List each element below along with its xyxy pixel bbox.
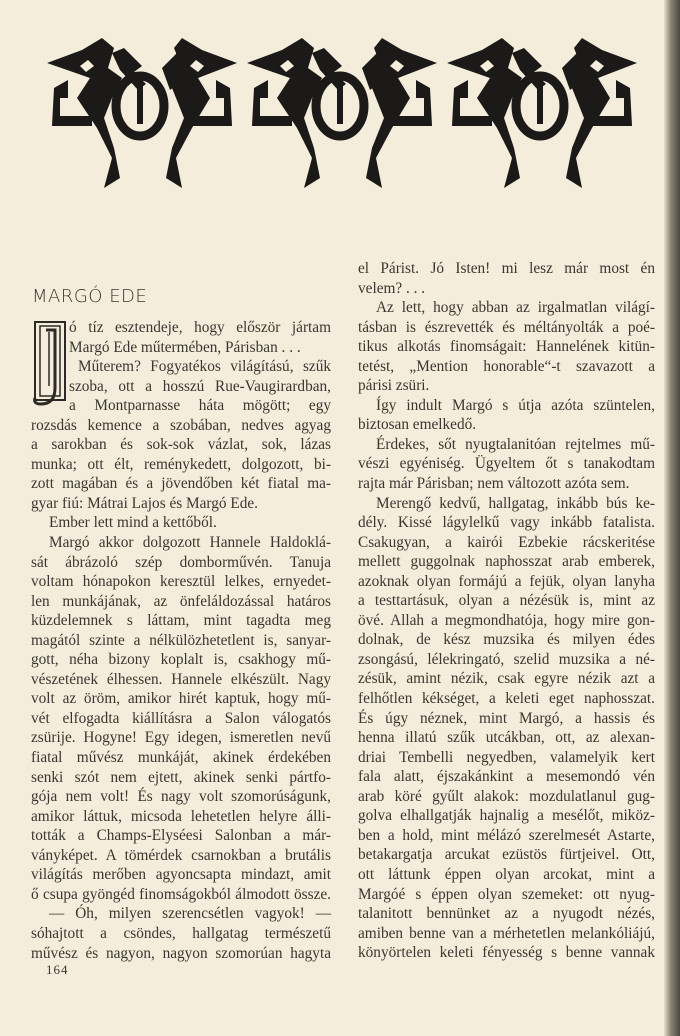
text-line: driai Tembelli negyedben, valamelyik kert: [358, 748, 655, 766]
text-line: zsürije. Hogyne! Egy idegen, ismeretlen nevű: [31, 729, 331, 747]
text-line: sát ábrázoló szép domborművén. Tanuja: [31, 553, 331, 571]
text-line: henna illatú szűk utcákban, ott, az alexan-: [358, 729, 655, 747]
text-line: — Óh, milyen szerencsétlen vagyok! —: [49, 905, 331, 923]
text-line: tották a Champs-Elyséesi Salonban a már-: [31, 827, 331, 845]
text-line: párisi zsüri.: [358, 377, 430, 395]
text-line: dély. Kissé lágylelkű vagy inkább fatalista.: [358, 514, 655, 532]
text-line: len munkájának, az önfeláldozással határos: [31, 592, 331, 610]
text-line: övé. Allah a megmondhatója, hogy mire gon-: [358, 611, 655, 629]
text-line: Így indult Margó s útja azóta szüntelen,: [376, 396, 655, 414]
text-line: magától szinte a nélkülözhetetlent is, sanyar-: [31, 631, 331, 649]
text-line: ben a hold, mint mélázó szerelmesét Astarte,: [358, 826, 655, 844]
text-line: tikus alkotás finomságait: Hannelének kitün-: [358, 338, 655, 356]
article-title: MARGÓ EDE: [32, 286, 148, 307]
text-line: biztosan emelkedő.: [358, 416, 477, 434]
text-line: amikor láttuk, micsoda lehetetlen helyre álli-: [31, 807, 331, 825]
text-line: fala alatt, éjszakánkint a mesemondó vén: [358, 768, 655, 786]
left-text-column: [31, 318, 331, 963]
text-line: a testtartásuk, olyan a nézésük is, mint az: [358, 592, 655, 610]
text-line: golva elhallgatják hajnalig a mesélőt, miköz-: [358, 807, 655, 825]
text-line: dolnak, de kész muzsika és milyen édes: [358, 631, 655, 649]
text-line: gója nem volt! És nagy volt szomorúságunk,: [31, 788, 331, 806]
decorative-header-ornament: [42, 38, 642, 203]
text-line: tetést, „Mention honorable“-t szavazott a: [358, 357, 655, 375]
text-line: művész és nagyon, nagyon szomorúan hagyta: [31, 944, 331, 962]
text-line: azoknak olyan formájú a fejük, olyan lanyha: [358, 572, 655, 590]
text-line: Merengő kedvű, hallgatag, inkább bús ke-: [376, 494, 655, 512]
text-line: voltam hónapokon keresztül lelkes, ernyedet-: [31, 573, 331, 591]
text-line: Az lett, hogy abban az irgalmatlan világí-: [376, 299, 655, 317]
text-line: senki szót nem ejtett, akinek senki pártfo-: [31, 768, 331, 786]
right-text-column: [358, 259, 655, 963]
page-number: 164: [46, 962, 69, 977]
text-line: betakargatja arcukat ezüstös fürtjeivel. Ott,: [358, 846, 655, 864]
text-line: ványképet. A tömérdek csarnokban a brutális: [31, 846, 331, 864]
text-line: rozsdás kemence a szobában, nedves agyag: [31, 416, 331, 434]
text-line: sóhajtott a csöndes, hallgatag természetű: [31, 924, 331, 942]
text-line: És úgy néznek, mint Margó, a hassis és: [358, 709, 655, 727]
text-line: Csakugyan, a kairói Ezbekie rácskeritése: [358, 533, 655, 551]
text-line: felhőtlen kékséget, a keleti eget naphosszat.: [358, 690, 655, 708]
text-line: tásban is észrevették és méltányolták a poé-: [358, 318, 655, 336]
text-line: rajta már Párisban; nem változott azóta sem.: [358, 475, 630, 493]
text-line: a sarokban és sok-sok vázlat, sok, lázas: [31, 436, 331, 454]
text-line: a Montparnasse háta mögött; egy: [69, 397, 331, 415]
text-line: Margóé s éppen olyan szemeket: ott nyug-: [358, 885, 655, 903]
text-line: Margó Ede műtermében, Párisban . . .: [69, 338, 301, 356]
text-line: Margó akkor dolgozott Hannele Haldoklá-: [49, 534, 331, 552]
text-line: Műterem? Fogyatékos világítású, szűk: [78, 358, 331, 376]
text-line: zott magában és a jövendőben két fiatal ma-: [31, 475, 331, 493]
text-line: mellett guggolnak naphosszat arab emberek,: [358, 553, 655, 571]
text-line: ő csupa gyöngéd finomságokból álmodott össze.: [31, 885, 331, 903]
text-line: szoba, ott a hosszú Rue-Vaugirardban,: [69, 377, 331, 395]
text-line: arab köré gyűlt alakok: mozdulatlanul gug-: [358, 787, 655, 805]
text-line: volt az öröm, amikor hirét kaptuk, hogy mű-: [31, 690, 331, 708]
text-line: vét elfogadta kiállításra a Salon válogatós: [31, 709, 331, 727]
text-line: vészi egyéniség. Ügyeltem őt s tanakodtam: [358, 455, 655, 473]
text-line: velem? . . .: [358, 279, 426, 297]
text-line: ó tíz esztendeje, hogy először jártam: [69, 319, 331, 336]
text-line: el Párist. Jó Isten! mi lesz már most én: [358, 260, 655, 277]
text-line: gott, néha bizony koplalt is, csakhogy mű-: [31, 651, 331, 669]
text-line: zésük, amint nézik, csak egyre nézik azt a: [358, 670, 655, 688]
text-line: vészetének élhessen. Hannele elkészült. Nagy: [31, 670, 331, 688]
text-line: könyörtelen keleti fényesség s benne vannak: [358, 944, 655, 962]
text-line: amiben benne van a mérhetetlen melankóliájú,: [358, 924, 655, 942]
text-line: Ember lett mind a kettőből.: [49, 514, 217, 532]
text-line: zsongású, lélekringató, szelid muzsika a né-: [358, 650, 655, 668]
text-line: Érdekes, sőt nyugtalanitóan rejtelmes mű-: [376, 435, 655, 453]
text-line: fiatal művész munkáját, akinek érdekében: [31, 749, 331, 767]
text-line: gyar fiú: Mátrai Lajos és Margó Ede.: [31, 494, 258, 512]
text-line: talanitott bennünket az a nyugodt nézés,: [358, 905, 655, 923]
text-line: ott láttunk éppen olyan arcokat, mint a: [358, 865, 655, 883]
text-line: küzdelemnek s láttam, mint tagadta meg: [31, 612, 331, 630]
book-binding-shadow: [664, 0, 680, 1036]
text-line: munka; ott élt, reménykedett, dolgozott, bi-: [31, 455, 331, 473]
text-line: világítás merőben agyoncsapta mindazt, amit: [31, 866, 331, 884]
